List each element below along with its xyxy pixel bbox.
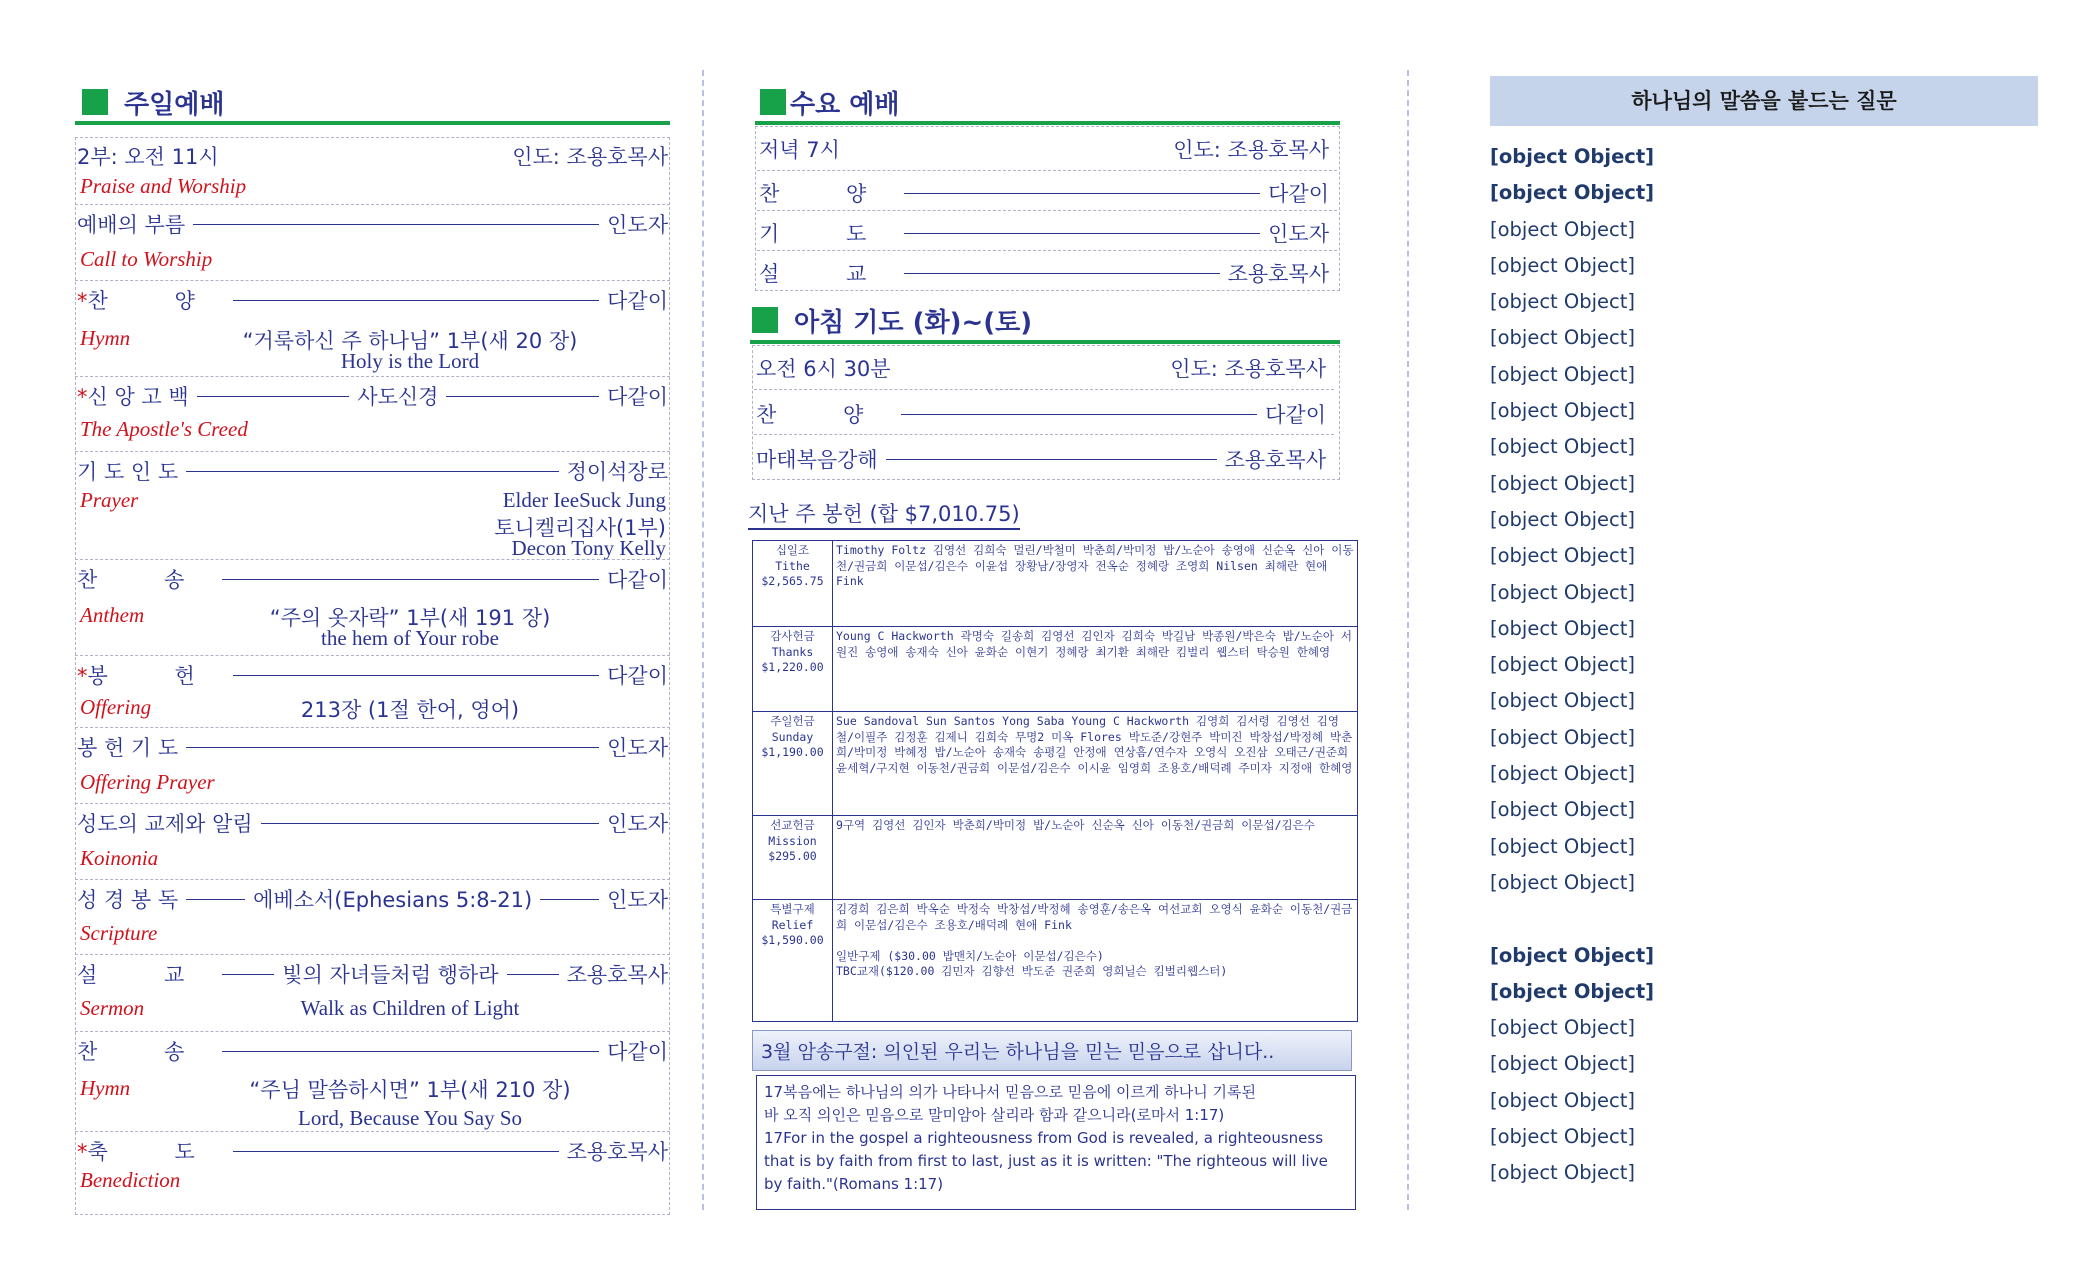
offering-total-title: 지난 주 봉헌 (합 $7,010.75): [748, 498, 1020, 530]
offering-prayer-row: 봉 헌 기 도 인도자 Offering Prayer: [75, 728, 670, 804]
offering-row-thanks: 감사헌금 Thanks $1,220.00 Young C Hackworth 곽명숙 길송희 김영선 김인자 김희숙 박길남 박종원/박은숙 밥/노순아 서원진 송영애 송재숙 신아 윤화순 이현기 정혜랑 최기환 최해란 킴벌리 웹스터 탁승원 한혜영: [753, 627, 1358, 712]
service-time: 2부: 오전 11시: [77, 145, 219, 169]
sunday-header-rule: [75, 121, 670, 125]
prayer-row: 기 도 인 도 정이석장로 Prayer Elder IeeSuck Jung 토니켈리집사(1부) Decon Tony Kelly: [75, 452, 670, 560]
offering-row-relief: 특별구제 Relief $1,590.00 김경희 김은희 박옥순 박정숙 박창섭/박정혜 송영훈/송은옥 여선교회 오영식 윤화순 이동천/권금희 이문섭/김은수 조용호/배덕례 현애 Fink 일반구제 ($30.00 밥맨치/노순아 이문섭/김은수) TBC교재($120.00 김민자 김향선 박도준 권준희 영희닐슨 킴벌리웹스터): [753, 900, 1358, 1022]
closing-hymn-row: 찬 송 다같이 Hymn “주님 말씀하시면” 1부(새 210 장) Lord, Because You Say So: [75, 1032, 670, 1132]
offering-table: [752, 540, 1358, 1022]
wednesday-row-praise: 찬 양 다같이: [757, 171, 1337, 211]
questions-title-bar: 하나님의 말씀을 붙드는 질문: [1490, 76, 2038, 126]
morning-time-row: 오전 6시 30분 인도: 조용호목사: [754, 345, 1334, 390]
call-to-worship-row: 예배의 부름 인도자 Call to Worship: [75, 205, 670, 281]
morning-row-praise: 찬 양 다같이: [754, 390, 1334, 435]
small-group-heading-en: [object Object]: [1490, 979, 1655, 1003]
service-time-row: [75, 137, 670, 205]
sermon-row: 설 교 빛의 자녀들처럼 행하라 조용호목사 Sermon Walk as Children of Light: [75, 955, 670, 1032]
koinonia-row: 성도의 교제와 알림 인도자 Koinonia: [75, 804, 670, 880]
questions-text: [object Object] [object Object] [object Object] [object Object] [object Object] [object Object] [object Object] [object Object] [object Object] [object Object] [object Object] [object Object] [object Object] [object Object] [object Object] [object Object] [object Object] [object Object] [object Object] [object Object] [object Object] [object Object] [object Object] [object Object] [object Object] [object Object] [object Object] [object Object]: [1490, 139, 2050, 1192]
morning-prayer-header: [752, 300, 1032, 340]
offering-row-tithe: 십일조 Tithe $2,565.75 Timothy Foltz 김영선 김희숙 멀린/박철미 박춘희/박미정 밥/노순아 송영애 신순옥 신아 이동천/권금희 이문섭/김은수 이윤섭 장황남/장영자 전옥순 정혜랑 조영희 Nilsen 최해란 현애 Fink: [753, 541, 1358, 627]
column-divider-left: [702, 70, 704, 1210]
green-square-icon: [752, 307, 778, 333]
wednesday-row-prayer: 기 도 인도자: [757, 211, 1337, 251]
offering-row-sunday: 주일헌금 Sunday $1,190.00 Sue Sandoval Sun Santos Yong Saba Young C Hackworth 김영희 김서령 김영선 김영철/이필주 김정훈 김제니 김희숙 무명2 미옥 Flores 박도준/강현주 박미진 박창섭/박정혜 박춘희/박미정 박혜정 밥/노순아 송재숙 송평길 안정애 연상흠/연수자 오영식 오진삼 오태근/권준희 윤세혁/구지현 이동천/권금희 이문섭/김은수 이시윤 임영희 조용호/배덕례 주미자 지정애 한혜영: [753, 712, 1358, 816]
hymn1-title: “거룩하신 주 하나님” 1부(새 20 장): [242, 329, 578, 353]
wednesday-time-row: 저녁 7시 인도: 조용호목사: [757, 126, 1337, 171]
key-questions-heading-en: [object Object]: [1490, 181, 1655, 205]
hymn-row: *찬 양 다같이 Hymn “거룩하신 주 하나님” 1부(새 20 장) Holy is the Lord: [75, 281, 670, 377]
morning-header-rule: [750, 340, 1340, 344]
benediction-row: *축 도 조용호목사 Benediction: [77, 1140, 668, 1192]
scripture-row: 성 경 봉 독 에베소서(Ephesians 5:8-21) 인도자 Scripture: [75, 880, 670, 955]
column-divider-right: [1407, 70, 1409, 1210]
memory-verse-title: 3월 암송구절: 의인된 우리는 하나님을 믿는 믿음으로 삽니다..: [752, 1030, 1352, 1071]
wednesday-title: 수요 예배: [790, 89, 900, 120]
green-square-icon: [760, 89, 786, 115]
anthem-row: 찬 송 다같이 Anthem “주의 옷자락” 1부(새 191 장) the hem of Your robe: [75, 560, 670, 656]
wednesday-header: [760, 82, 900, 122]
offering-row: *봉 헌 다같이 Offering 213장 (1절 한어, 영어): [75, 656, 670, 728]
wednesday-row-sermon: 설 교 조용호목사: [759, 262, 1329, 286]
wednesday-header-rule: [755, 121, 1340, 125]
creed-row: *신 앙 고 백 사도신경 다같이 The Apostle's Creed: [75, 377, 670, 452]
small-group-heading-ko: [object Object]: [1490, 943, 1655, 967]
morning-prayer-title: 아침 기도 (화)~(토): [794, 307, 1033, 338]
hymn1-english: Holy is the Lord: [340, 349, 480, 373]
sunday-service-header: [82, 82, 224, 122]
morning-row-study: 마태복음강해 조용호목사: [756, 448, 1326, 472]
memory-verse-box: 17복음에는 하나님의 의가 나타나서 믿음으로 믿음에 이르게 하나니 기록된 바 오직 의인은 믿음으로 말미암아 살리라 함과 같으니라(로마서 1:17) 17For in the gospel a righteousness from God is revealed, a righteousness that is by faith from first to last, just as it is written: "The righteous will live by faith."(Romans 1:17): [756, 1075, 1356, 1210]
praise-label: Praise and Worship: [80, 174, 247, 198]
service-leader: 인도: 조용호목사: [512, 145, 668, 169]
green-square-icon: [82, 89, 108, 115]
offering-row-mission: 선교헌금 Mission $295.00 9구역 김영선 김인자 박춘희/박미정 밥/노순아 신순옥 신아 이동천/권금희 이문섭/김은수: [753, 816, 1358, 900]
sunday-service-title: 주일예배: [124, 89, 225, 120]
key-questions-heading-ko: [object Object]: [1490, 145, 1655, 168]
